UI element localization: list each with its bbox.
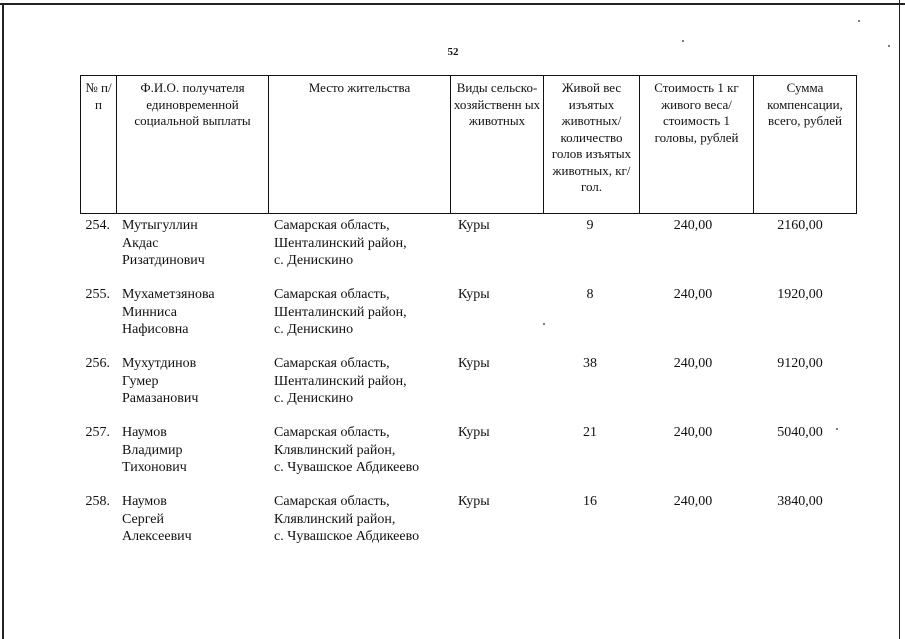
table-row bbox=[80, 355, 856, 424]
table-row bbox=[80, 217, 856, 286]
address-line: с. Денискино bbox=[274, 253, 354, 268]
unit-cost: 240,00 bbox=[673, 356, 713, 371]
name-line: Мухаметзянова bbox=[122, 287, 215, 302]
header-residence: Место жительства bbox=[269, 76, 451, 214]
live-weight: 9 bbox=[586, 218, 594, 233]
residence bbox=[274, 355, 454, 408]
unit-cost: 240,00 bbox=[673, 218, 713, 233]
name-line: Акдас bbox=[122, 235, 159, 251]
name-line: Наумов bbox=[122, 425, 167, 440]
residence bbox=[274, 493, 454, 546]
animal-kind: Куры bbox=[458, 494, 490, 509]
header-num: № п/п bbox=[81, 76, 117, 214]
row-number: 254. bbox=[85, 218, 110, 233]
address-line: Шенталинский район, bbox=[274, 373, 407, 389]
live-weight: 8 bbox=[586, 287, 594, 302]
address-line: с. Денискино bbox=[274, 391, 354, 406]
compensation-sum: 5040,00 bbox=[777, 425, 823, 440]
name-line: Рамазанович bbox=[122, 391, 199, 406]
name-line: Ризатдинович bbox=[122, 253, 205, 268]
address-line: Самарская область, bbox=[274, 425, 390, 440]
name-line: Минниса bbox=[122, 304, 178, 320]
address-line: Самарская область, bbox=[274, 218, 390, 233]
animal-kind: Куры bbox=[458, 425, 490, 440]
header-unit-cost: Стоимость 1 кг живого веса/стоимость 1 головы, рублей bbox=[640, 76, 754, 214]
address-line: Клявлинский район, bbox=[274, 442, 396, 458]
animal-kind: Куры bbox=[458, 356, 490, 371]
scan-speck bbox=[682, 40, 684, 42]
unit-cost: 240,00 bbox=[673, 494, 713, 509]
scan-border-left bbox=[2, 3, 4, 639]
compensation-sum: 1920,00 bbox=[777, 287, 823, 302]
row-number: 256. bbox=[85, 356, 110, 371]
name-line: Мухутдинов bbox=[122, 356, 197, 371]
table-row bbox=[80, 286, 856, 355]
header-live-weight: Живой вес изъятых животных/ количество голов изъятых животных, кг/гол. bbox=[544, 76, 640, 214]
name-line: Нафисовна bbox=[122, 322, 189, 337]
name-line: Владимир bbox=[122, 442, 183, 458]
scan-border-top bbox=[0, 3, 905, 5]
address-line: Шенталинский район, bbox=[274, 304, 407, 320]
residence bbox=[274, 217, 454, 270]
live-weight: 38 bbox=[583, 356, 597, 371]
residence bbox=[274, 286, 454, 339]
compensation-sum: 9120,00 bbox=[777, 356, 823, 371]
name-line: Мутыгуллин bbox=[122, 218, 198, 233]
recipient-name bbox=[122, 424, 272, 477]
page-number: 52 bbox=[447, 46, 459, 58]
name-line: Тихонович bbox=[122, 460, 187, 475]
table-row bbox=[80, 493, 856, 562]
live-weight: 21 bbox=[583, 425, 597, 440]
compensation-sum: 2160,00 bbox=[777, 218, 823, 233]
animal-kind: Куры bbox=[458, 287, 490, 302]
recipient-name bbox=[122, 286, 272, 339]
compensation-sum: 3840,00 bbox=[777, 494, 823, 509]
address-line: Самарская область, bbox=[274, 494, 390, 509]
table-header bbox=[80, 75, 857, 214]
address-line: с. Чувашское Абдикеево bbox=[274, 529, 420, 544]
address-line: Самарская область, bbox=[274, 356, 390, 371]
row-number: 258. bbox=[85, 494, 110, 509]
scan-speck bbox=[858, 20, 860, 22]
scan-speck bbox=[888, 45, 890, 47]
row-number: 255. bbox=[85, 287, 110, 302]
address-line: Шенталинский район, bbox=[274, 235, 407, 251]
unit-cost: 240,00 bbox=[673, 425, 713, 440]
table-body bbox=[80, 217, 856, 562]
row-number: 257. bbox=[85, 425, 110, 440]
name-line: Алексеевич bbox=[122, 529, 192, 544]
header-compensation-sum: Сумма компенсации, всего, рублей bbox=[754, 76, 857, 214]
recipient-name bbox=[122, 493, 272, 546]
address-line: с. Чувашское Абдикеево bbox=[274, 460, 420, 475]
animal-kind: Куры bbox=[458, 218, 490, 233]
header-recipient-name: Ф.И.О. получателя единовременной социальной выплаты bbox=[117, 76, 269, 214]
recipient-name bbox=[122, 217, 272, 270]
name-line: Наумов bbox=[122, 494, 167, 509]
name-line: Сергей bbox=[122, 511, 164, 527]
recipient-name bbox=[122, 355, 272, 408]
scan-border-right bbox=[899, 0, 901, 639]
address-line: Клявлинский район, bbox=[274, 511, 396, 527]
address-line: с. Денискино bbox=[274, 322, 354, 337]
address-line: Самарская область, bbox=[274, 287, 390, 302]
table-row bbox=[80, 424, 856, 493]
unit-cost: 240,00 bbox=[673, 287, 713, 302]
residence bbox=[274, 424, 454, 477]
header-animal-kind: Виды сельско-хозяйственн ых животных bbox=[451, 76, 544, 214]
live-weight: 16 bbox=[583, 494, 597, 509]
name-line: Гумер bbox=[122, 373, 159, 389]
